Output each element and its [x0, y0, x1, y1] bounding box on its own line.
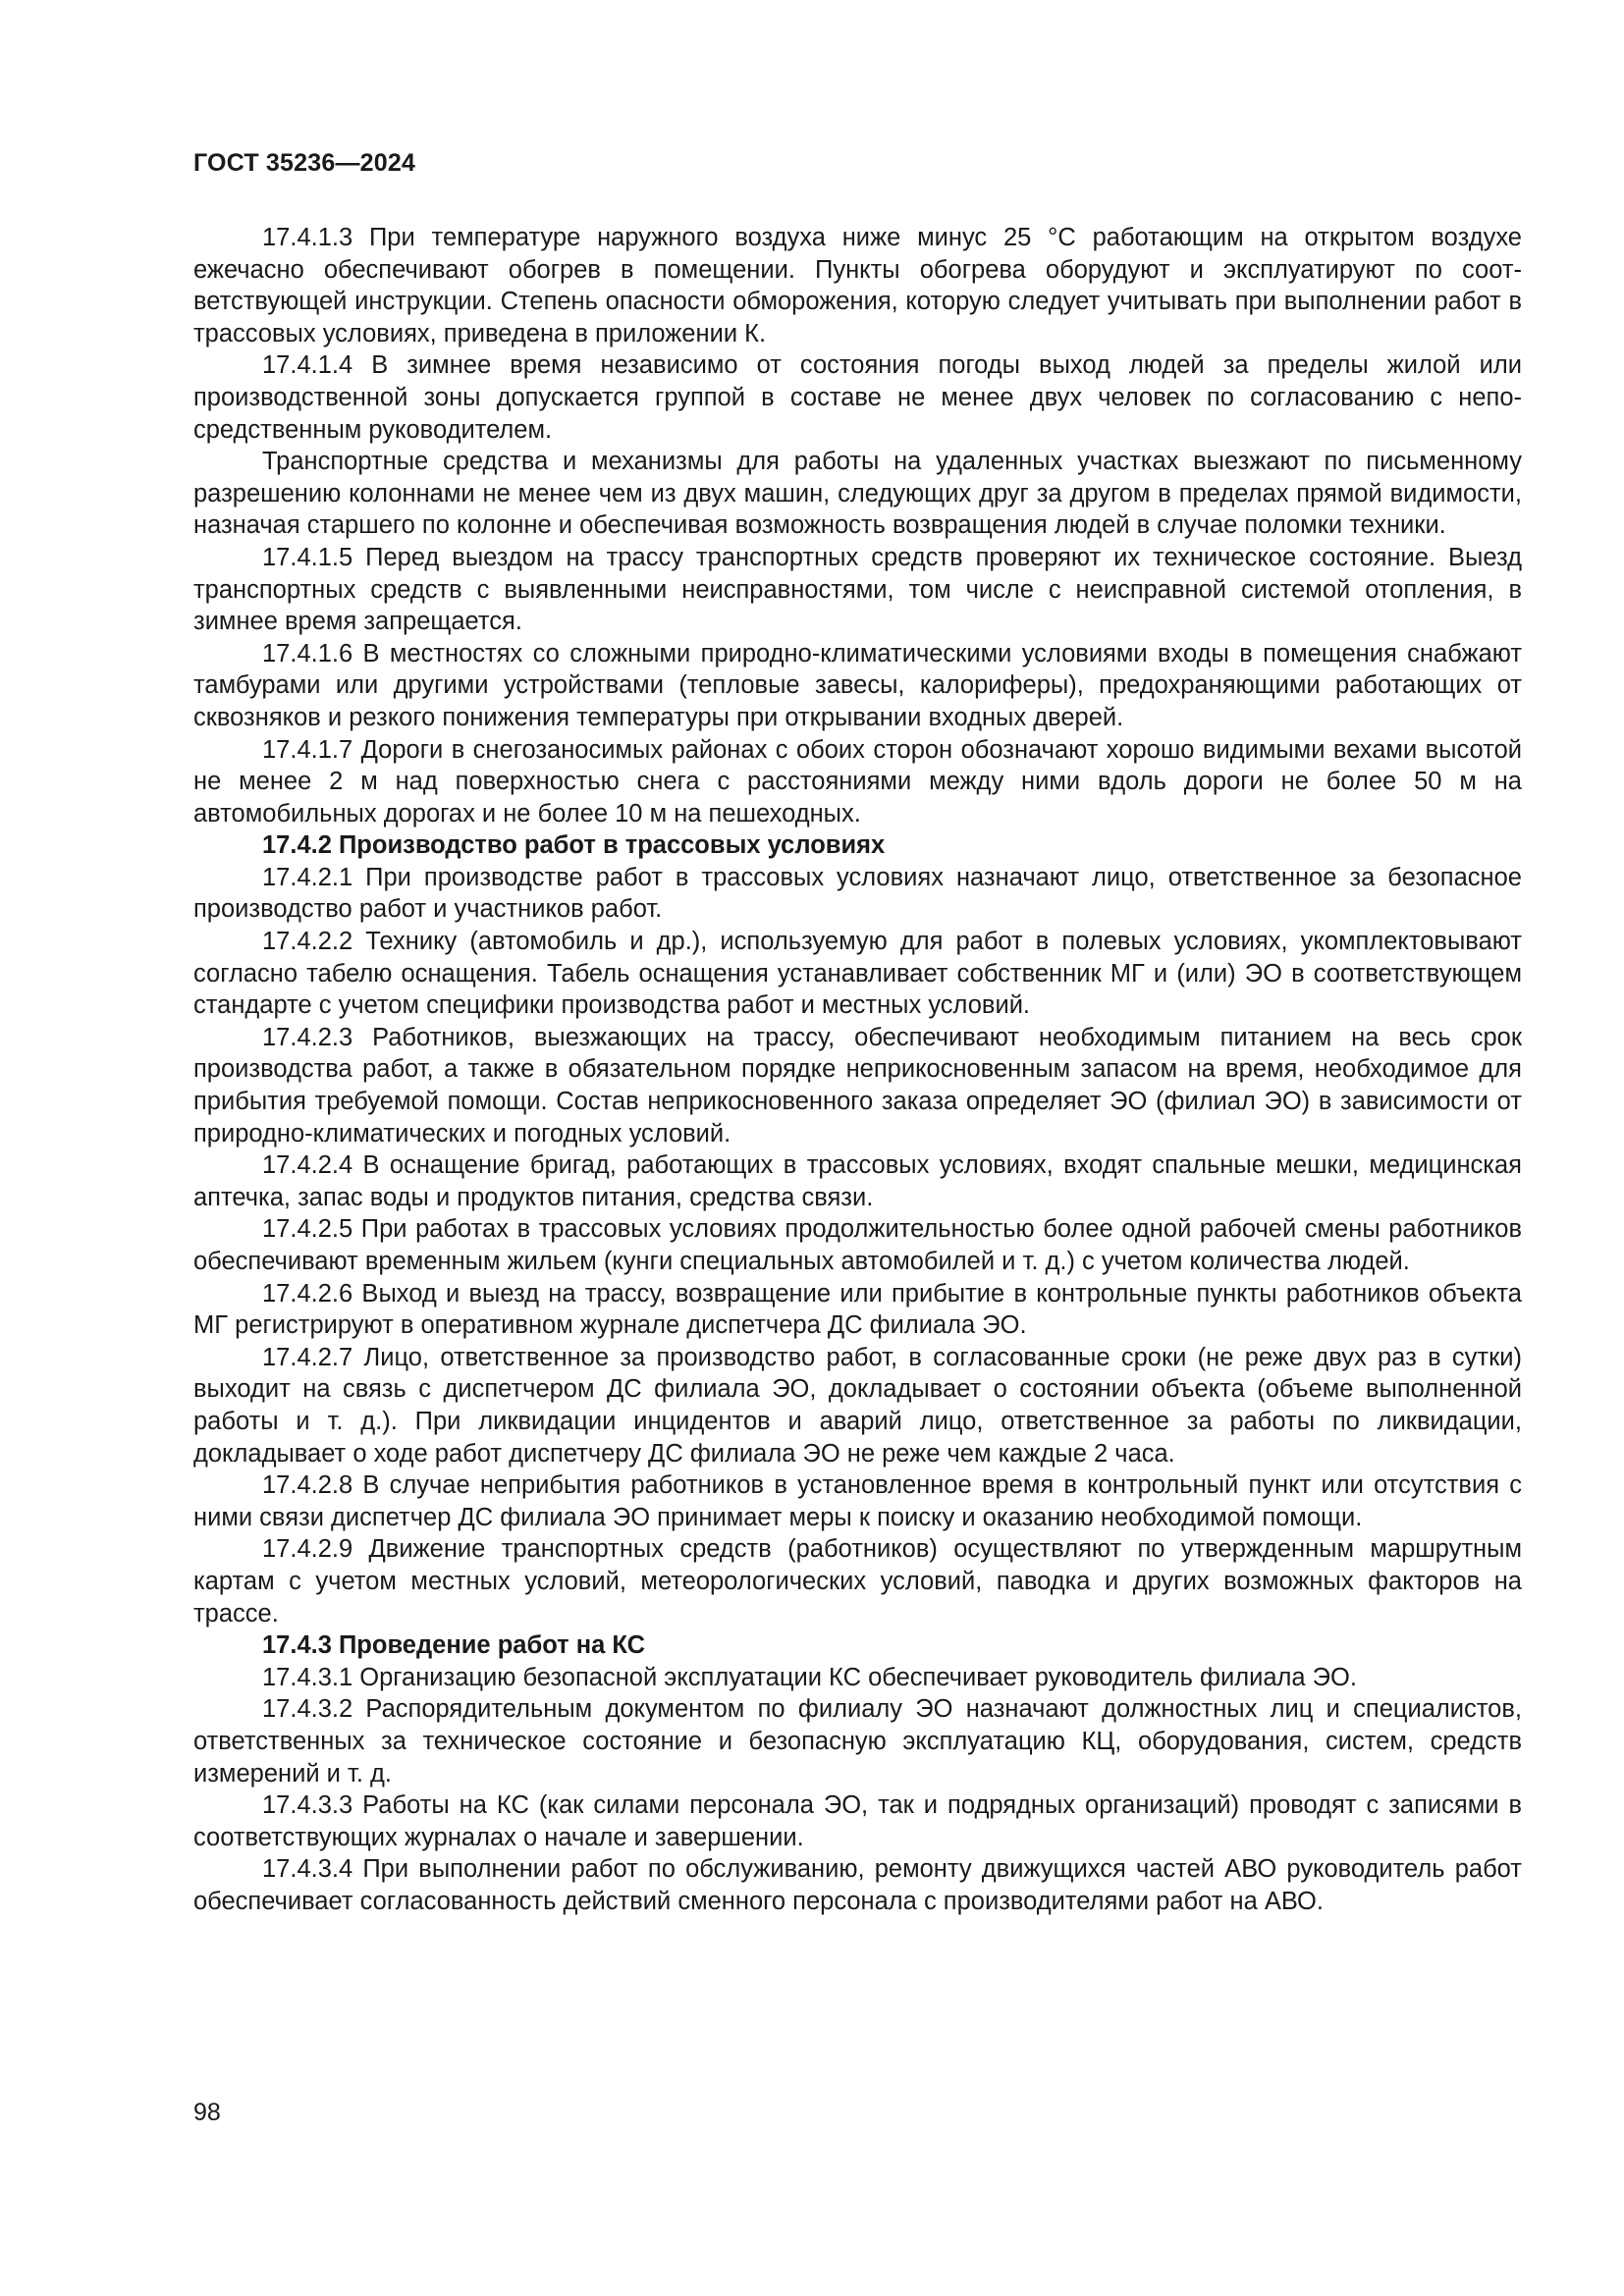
paragraph-17-4-2-5: 17.4.2.5 При работах в трассовых условиях продолжительностью более одной рабочей смены работников обеспечивают временным жильем (кунги специальных автомобилей и т. д.) с учетом количества людей. [193, 1215, 1522, 1275]
paragraph-17-4-3-4: 17.4.3.4 При выполнении работ по обслуживанию, ремонту движущихся частей АВО руководитель работ обеспечивает согласованность действий сменного персонала с производителями работ на АВО. [193, 1855, 1522, 1915]
paragraph-17-4-1-3: 17.4.1.3 При температуре наружного воздуха ниже минус 25 °С работающим на открытом воздухе ежечасно обеспечивают обогрев в помещении. Пункты обогрева оборудуют и эксплуатируют по соответствующей инструкции. Степень опасности обморожения, которую следует учитывать при выполнении работ в трассовых условиях, приведена в приложении К. [193, 224, 1522, 347]
paragraph-17-4-1-5: 17.4.1.5 Перед выездом на трассу транспортных средств проверяют их техническое состояние. Выезд транспортных средств с выявленными неисправностями, том числе с неисправной системой отопления, в зимнее время запрещается. [193, 543, 1522, 636]
paragraph-17-4-3-2: 17.4.3.2 Распорядительным документом по филиалу ЭО назначают должностных лиц и специалистов, ответственных за техническое состояние и безопасную эксплуатацию КЦ, оборудования, систем, средств измерений и т. д. [193, 1695, 1522, 1788]
paragraph-17-4-3-1: 17.4.3.1 Организацию безопасной эксплуатации КС обеспечивает руководитель филиала ЭО. [262, 1663, 1357, 1691]
paragraph-17-4-2-3: 17.4.2.3 Работников, выезжающих на трассу, обеспечивают необходимым питанием на весь срок производства работ, а также в обязательном порядке неприкосновенным запасом на время, необходимое для прибытия требуемой помощи. Состав неприкосновенного заказа определяет ЭО (филиал ЭО) в зависимости от природно-климатических и погодных условий. [193, 1023, 1522, 1148]
paragraph-17-4-2-4: 17.4.2.4 В оснащение бригад, работающих в трассовых условиях, входят спальные мешки, медицинская аптечка, запас воды и продуктов питания, средства связи. [193, 1151, 1522, 1211]
paragraph-17-4-1-6: 17.4.1.6 В местностях со сложными природно-климатическими условиями входы в помещения снабжают тамбурами или другими устройствами (тепловые завесы, калориферы), предохраняющими работающих от сквозняков и резкого понижения температуры при открывании входных дверей. [193, 639, 1522, 731]
paragraph-17-4-2-1: 17.4.2.1 При производстве работ в трассовых условиях назначают лицо, ответственное за безопасное производство работ и участников работ. [193, 863, 1522, 924]
section-heading-17-4-2: 17.4.2 Производство работ в трассовых условиях [262, 831, 886, 860]
section-heading-17-4-3: 17.4.3 Проведение работ на КС [262, 1631, 646, 1660]
document-code-header: ГОСТ 35236—2024 [193, 149, 416, 177]
page-number: 98 [193, 2099, 221, 2126]
document-body [193, 222, 1522, 1917]
paragraph-17-4-2-7: 17.4.2.7 Лицо, ответственное за производство работ, в согласованные сроки (не реже двух раз в сутки) выходит на связь с диспетчером ДС филиала ЭО, докладывает о состоянии объекта (объеме выполненной работы и т. д.). При ликвидации инцидентов и аварий лицо, ответственное за работы по ликвидации, докладывает о ходе работ диспетчеру ДС филиала ЭО не реже чем каждые 2 часа. [193, 1343, 1522, 1468]
paragraph-17-4-1-7: 17.4.1.7 Дороги в снегозаносимых районах с обоих сторон обозначают хорошо видимыми вехами высотой не менее 2 м над поверхностью снега с расстояниями между ними вдоль дороги не более 50 м на автомобильных дорогах и не более 10 м на пешеходных. [193, 735, 1522, 828]
paragraph-17-4-1-4: 17.4.1.4 В зимнее время независимо от состояния погоды выход людей за пределы жилой или производственной зоны допускается группой в составе не менее двух человек по согласованию с непосредственным руководителем. [193, 351, 1522, 444]
paragraph-17-4-2-6: 17.4.2.6 Выход и выезд на трассу, возвращение или прибытие в контрольные пункты работников объекта МГ регистрируют в оперативном журнале диспетчера ДС филиала ЭО. [193, 1279, 1522, 1340]
paragraph-transport-convoy: Транспортные средства и механизмы для работы на удаленных участках выезжают по письменному разрешению колоннами не менее чем из двух машин, следующих друг за другом в пределах прямой видимости, назначая старшего по колонне и обеспечивая возможность возвращения людей в случае поломки техники. [193, 448, 1522, 540]
paragraph-17-4-2-2: 17.4.2.2 Технику (автомобиль и др.), используемую для работ в полевых условиях, укомплектовывают согласно табелю оснащения. Табель оснащения устанавливает собственник МГ и (или) ЭО в соответствующем стандарте с учетом специфики производства работ и местных условий. [193, 928, 1522, 1020]
paragraph-17-4-2-8: 17.4.2.8 В случае неприбытия работников в установленное время в контрольный пункт или отсутствия с ними связи диспетчер ДС филиала ЭО принимает меры к поиску и оказанию необходимой помощи. [193, 1471, 1522, 1531]
paragraph-17-4-2-9: 17.4.2.9 Движение транспортных средств (работников) осуществляют по утвержденным маршрутным картам с учетом местных условий, метеорологических условий, паводка и других возможных факторов на трассе. [193, 1535, 1522, 1628]
paragraph-17-4-3-3: 17.4.3.3 Работы на КС (как силами персонала ЭО, так и подрядных организаций) проводят с записями в соответствующих журналах о начале и завершении. [193, 1791, 1522, 1851]
